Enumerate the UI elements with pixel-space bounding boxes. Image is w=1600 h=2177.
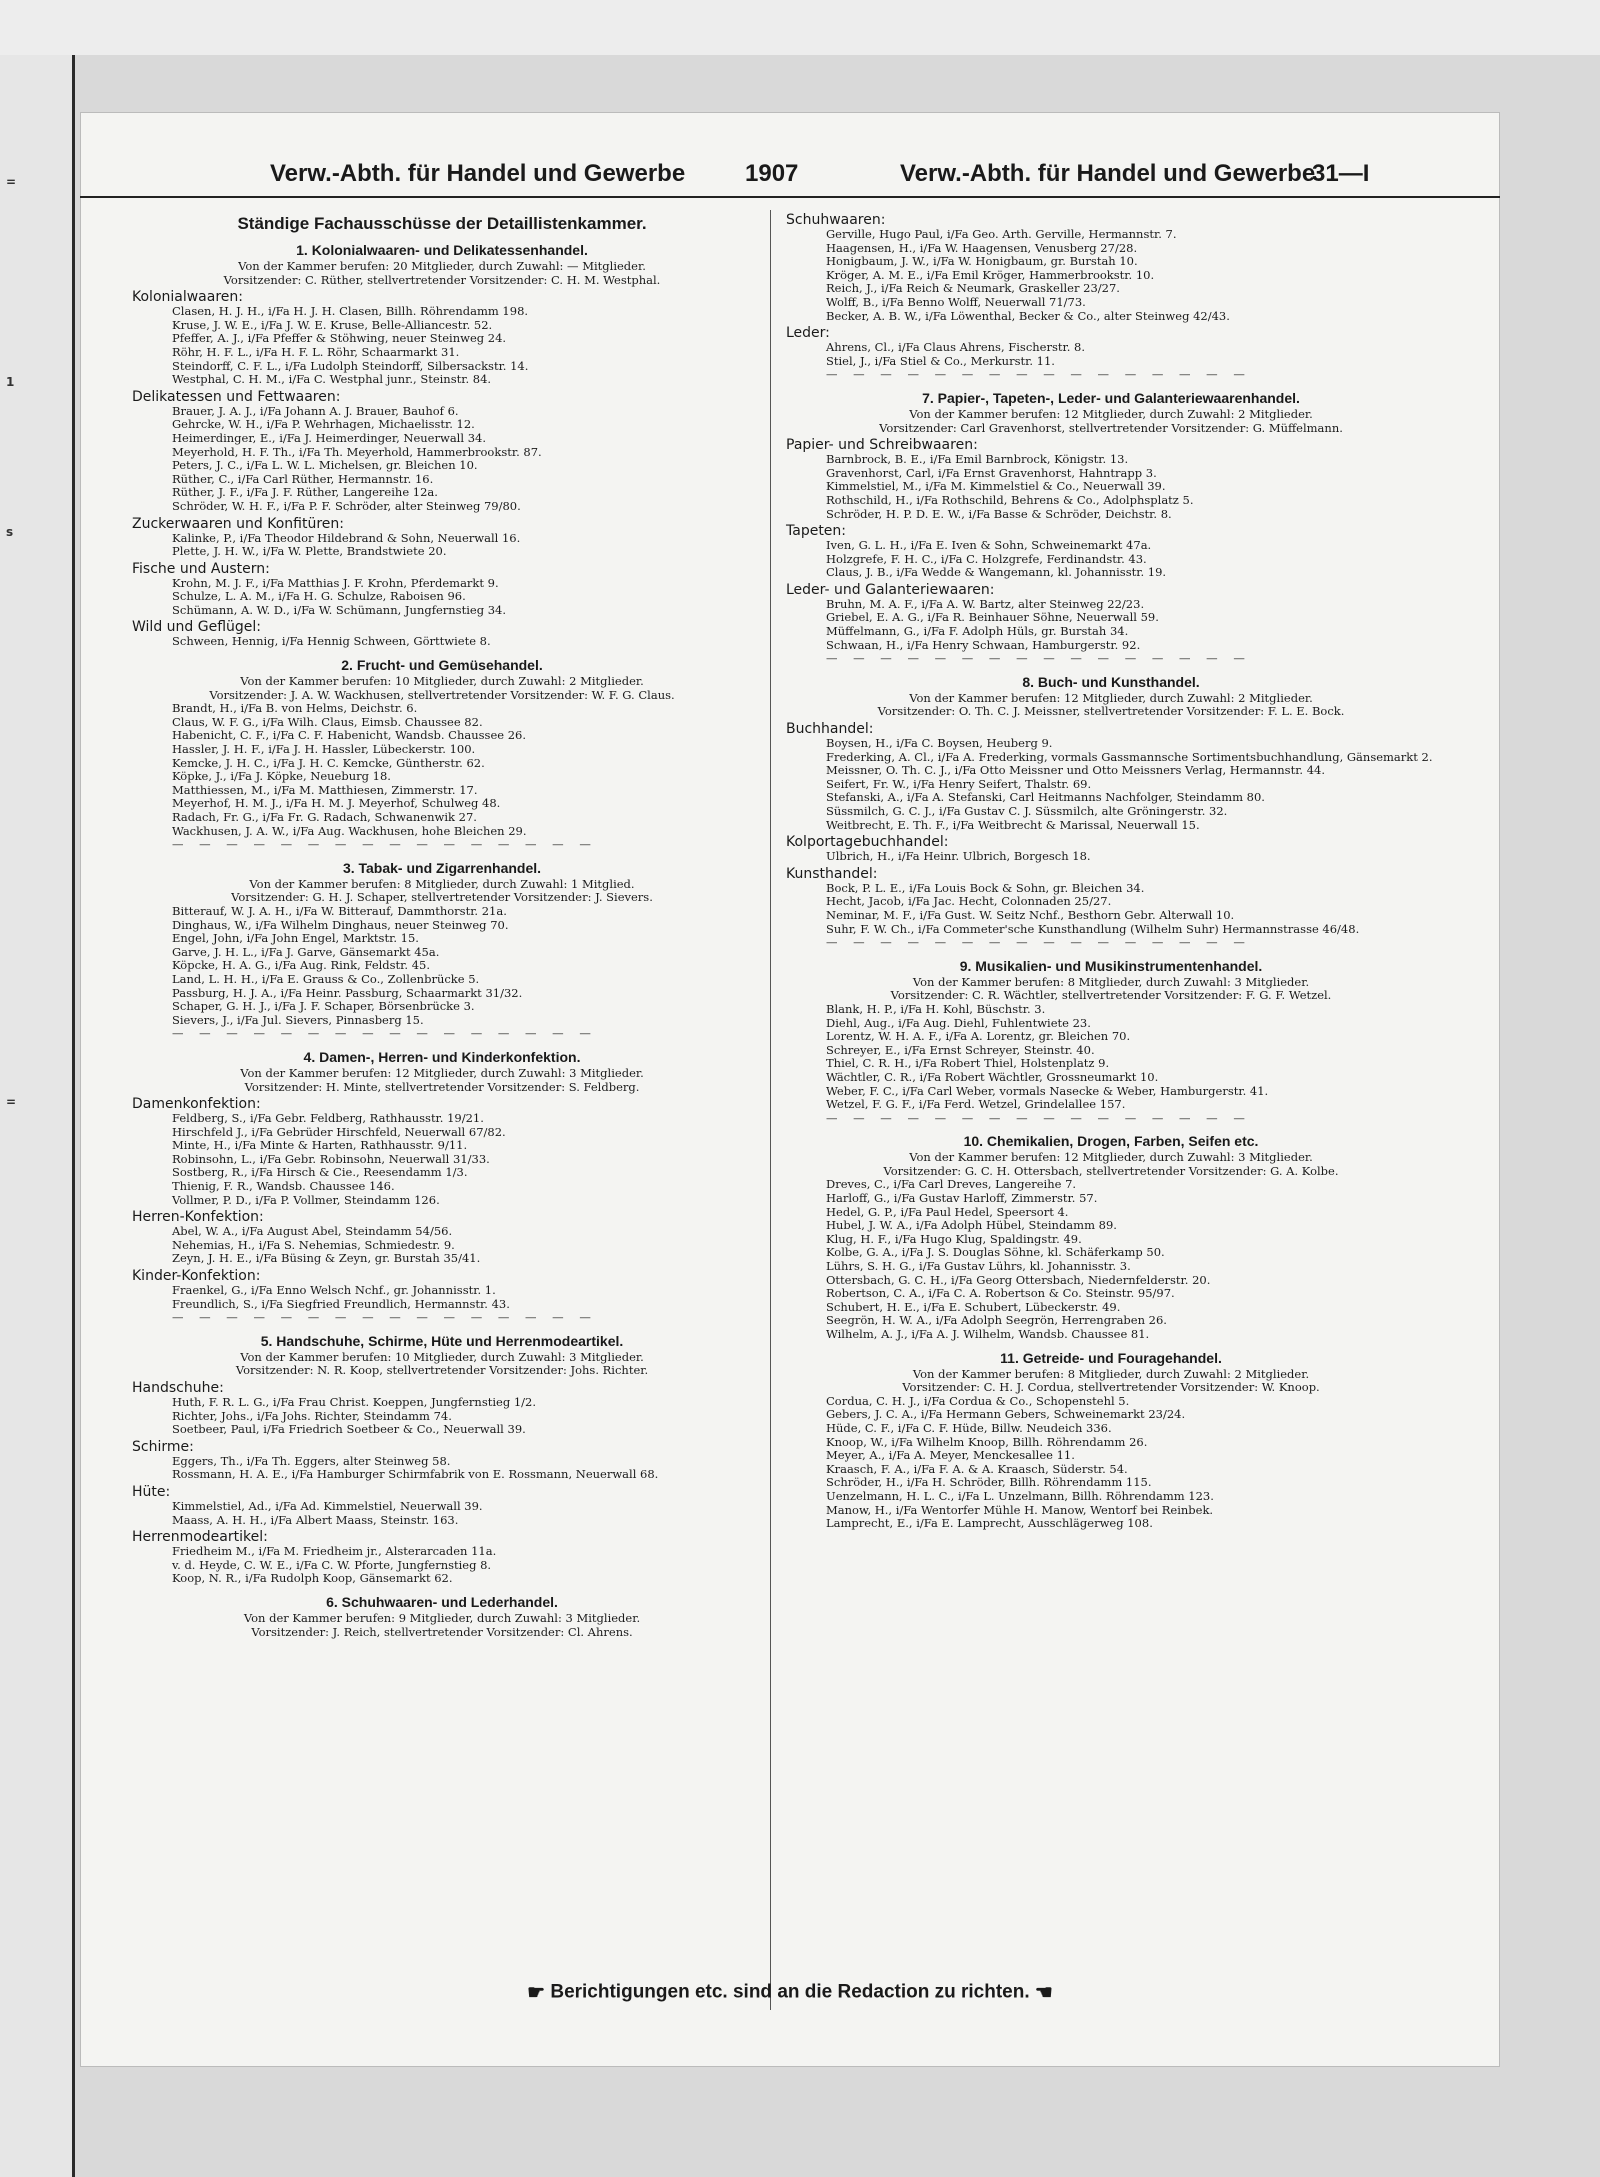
member-entry: Reich, J., i/Fa Reich & Neumark, Graskeller 23/27. (826, 282, 1120, 296)
member-entry: Wolff, B., i/Fa Benno Wolff, Neuerwall 71/73. (826, 295, 1086, 309)
group-heading: Kolonialwaaren: (132, 289, 243, 306)
member-entry: Iven, G. L. H., i/Fa E. Iven & Sohn, Schweinemarkt 47a. (826, 539, 1152, 553)
member-entry: Lamprecht, E., i/Fa E. Lamprecht, Ausschlägerweg 108. (826, 1517, 1153, 1531)
pointing-hand-icon: ☛ (527, 1982, 546, 2004)
member-entry: Gravenhorst, Carl, i/Fa Ernst Gravenhorst, Hahntrapp 3. (826, 466, 1157, 480)
member-entry: Müffelmann, G., i/Fa F. Adolph Hüls, gr. Burstah 34. (826, 625, 1129, 639)
member-entry: Weber, F. C., i/Fa Carl Weber, vormals Nasecke & Weber, Hamburgerstr. 41. (826, 1084, 1269, 1098)
page-title: Ständige Fachausschüsse der Detaillistenkammer. (237, 214, 647, 233)
member-entry: Meyerhof, H. M. J., i/Fa H. M. J. Meyerhof, Schulweg 48. (172, 797, 501, 811)
member-entry: Claus, J. B., i/Fa Wedde & Wangemann, kl. Johannisstr. 19. (826, 566, 1167, 580)
margin-mark: 1 (6, 375, 15, 389)
member-entry: Robertson, C. A., i/Fa C. A. Robertson & Co. Steinstr. 95/97. (826, 1287, 1175, 1301)
member-entry: Abel, W. A., i/Fa August Abel, Steindamm 54/56. (172, 1225, 453, 1239)
member-entry: Seegrön, H. W. A., i/Fa Adolph Seegrön, Herrengraben 26. (826, 1314, 1167, 1328)
scan-background (0, 0, 1600, 55)
group-heading: Kolportagebuchhandel: (786, 834, 949, 851)
member-entry: Meyerhold, H. F. Th., i/Fa Th. Meyerhold, Hammerbrookstr. 87. (172, 445, 542, 459)
margin-mark: s (6, 525, 14, 539)
margin-mark: = (6, 175, 17, 189)
member-entry: Diehl, Aug., i/Fa Aug. Diehl, Fuhlentwiete 23. (826, 1016, 1091, 1030)
member-entry: Friedheim M., i/Fa M. Friedheim jr., Alsterarcaden 11a. (172, 1545, 497, 1559)
group-heading: Wild und Geflügel: (132, 619, 261, 636)
section-info: Vorsitzender: H. Minte, stellvertretender Vorsitzender: S. Feldberg. (244, 1079, 640, 1094)
member-entry: Engel, John, i/Fa John Engel, Marktstr. 15. (172, 932, 419, 946)
section-info: Vorsitzender: O. Th. C. J. Meissner, stellvertretender Vorsitzender: F. L. E. Bock. (877, 704, 1345, 719)
section-info: Von der Kammer berufen: 8 Mitglieder, durch Zuwahl: 1 Mitglied. (249, 876, 635, 891)
group-heading: Delikatessen und Fettwaaren: (132, 388, 341, 405)
member-entry: Gerville, Hugo Paul, i/Fa Geo. Arth. Gerville, Hermannstr. 7. (826, 228, 1177, 241)
member-entry: Becker, A. B. W., i/Fa Löwenthal, Becker & Co., alter Steinweg 42/43. (826, 309, 1230, 323)
margin-mark: = (6, 1095, 17, 1109)
member-entry: Haagensen, H., i/Fa W. Haagensen, Venusberg 27/28. (826, 241, 1138, 255)
member-entry: Nehemias, H., i/Fa S. Nehemias, Schmiedestr. 9. (172, 1238, 455, 1252)
member-entry: Barnbrock, B. E., i/Fa Emil Barnbrock, Königstr. 13. (826, 453, 1129, 467)
member-entry: Eggers, Th., i/Fa Th. Eggers, alter Steinweg 58. (172, 1454, 451, 1468)
section-info: Von der Kammer berufen: 12 Mitglieder, durch Zuwahl: 3 Mitglieder. (909, 1150, 1313, 1165)
member-entry: Habenicht, C. F., i/Fa C. F. Habenicht, Wandsb. Chaussee 26. (172, 729, 526, 743)
footer-notice (80, 1980, 1500, 2005)
section-info: Vorsitzender: G. H. J. Schaper, stellvertretender Vorsitzender: J. Sievers. (231, 890, 653, 905)
member-entry: Wackhusen, J. A. W., i/Fa Aug. Wackhusen, hohe Bleichen 29. (172, 824, 527, 838)
group-heading: Schirme: (132, 1438, 194, 1455)
member-entry: Dinghaus, W., i/Fa Wilhelm Dinghaus, neuer Steinweg 70. (172, 918, 509, 932)
member-entry: Fraenkel, G., i/Fa Enno Welsch Nchf., gr. Johannisstr. 1. (172, 1284, 496, 1298)
section-info: Von der Kammer berufen: 8 Mitglieder, durch Zuwahl: 2 Mitglieder. (912, 1366, 1310, 1381)
member-entry: Maass, A. H. H., i/Fa Albert Maass, Steinstr. 163. (172, 1513, 459, 1527)
member-entry: Manow, H., i/Fa Wentorfer Mühle H. Manow, Wentorf bei Reinbek. (826, 1503, 1214, 1517)
member-entry: Neminar, M. F., i/Fa Gust. W. Seitz Nchf., Besthorn Gebr. Alterwall 10. (826, 908, 1235, 922)
member-entry: Schubert, H. E., i/Fa E. Schubert, Lübeckerstr. 49. (826, 1300, 1121, 1314)
member-entry: Kolbe, G. A., i/Fa J. S. Douglas Söhne, kl. Schäferkamp 50. (826, 1246, 1165, 1260)
section-title: 3. Tabak- und Zigarrenhandel. (342, 859, 542, 876)
member-entry: Ottersbach, G. C. H., i/Fa Georg Ottersbach, Niedernfelderstr. 20. (826, 1273, 1211, 1287)
group-heading: Herrenmodeartikel: (132, 1529, 268, 1546)
member-entry: Hüde, C. F., i/Fa C. F. Hüde, Billw. Neudeich 336. (826, 1421, 1112, 1435)
member-entry: Röhr, H. F. L., i/Fa H. F. L. Röhr, Schaarmarkt 31. (172, 345, 460, 359)
member-entry: Sostberg, R., i/Fa Hirsch & Cie., Reesendamm 1/3. (172, 1166, 468, 1180)
group-heading: Kunsthandel: (786, 865, 878, 882)
member-entry: Seifert, Fr. W., i/Fa Henry Seifert, Thalstr. 69. (826, 777, 1092, 791)
section-title: 8. Buch- und Kunsthandel. (1022, 673, 1200, 690)
group-heading: Damenkonfektion: (132, 1096, 261, 1113)
member-entry: Klug, H. F., i/Fa Hugo Klug, Spaldingstr. 49. (826, 1232, 1082, 1246)
member-entry: Zeyn, J. H. E., i/Fa Büsing & Zeyn, gr. Burstah 35/41. (172, 1252, 481, 1266)
member-entry: Sievers, J., i/Fa Jul. Sievers, Pinnasberg 15. (172, 1013, 424, 1027)
member-entry: Brauer, J. A. J., i/Fa Johann A. J. Brauer, Bauhof 6. (172, 404, 459, 418)
member-entry: Wetzel, F. G. F., i/Fa Ferd. Wetzel, Grindelallee 157. (826, 1098, 1126, 1112)
member-entry: Rothschild, H., i/Fa Rothschild, Behrens & Co., Adolphsplatz 5. (826, 493, 1194, 507)
member-entry: Holzgrefe, F. H. C., i/Fa C. Holzgrefe, Ferdinandstr. 43. (826, 552, 1147, 566)
member-entry: Krohn, M. J. F., i/Fa Matthias J. F. Krohn, Pferdemarkt 9. (172, 576, 499, 590)
member-entry: Huth, F. R. L. G., i/Fa Frau Christ. Koeppen, Jungfernstieg 1/2. (172, 1396, 537, 1409)
member-entry: Gehrcke, W. H., i/Fa P. Wehrhagen, Michaelisstr. 12. (172, 418, 475, 432)
document-page (80, 112, 1500, 2067)
section-info: Vorsitzender: Carl Gravenhorst, stellvertretender Vorsitzender: G. Müffelmann. (879, 420, 1343, 435)
group-heading: Zuckerwaaren und Konfitüren: (132, 515, 344, 532)
group-heading: Buchhandel: (786, 721, 874, 738)
separator-dashes: — — — — — — — — — — — — — — — — (172, 837, 597, 852)
member-entry: Wächtler, C. R., i/Fa Robert Wächtler, Grossneumarkt 10. (826, 1070, 1159, 1084)
member-entry: Steindorff, C. F. L., i/Fa Ludolph Steindorff, Silbersackstr. 14. (172, 359, 529, 373)
member-entry: Kröger, A. M. E., i/Fa Emil Kröger, Hammerbrookstr. 10. (826, 268, 1155, 282)
member-entry: Schröder, H., i/Fa H. Schröder, Billh. Röhrendamm 115. (826, 1476, 1152, 1490)
member-entry: Clasen, H. J. H., i/Fa H. J. H. Clasen, Billh. Röhrendamm 198. (172, 305, 529, 319)
member-entry: Hedel, G. P., i/Fa Paul Hedel, Speersort 4. (826, 1205, 1069, 1219)
group-heading: Tapeten: (786, 523, 847, 540)
section-info: Von der Kammer berufen: 20 Mitglieder, durch Zuwahl: — Mitglieder. (238, 259, 646, 273)
section-info: Von der Kammer berufen: 12 Mitglieder, durch Zuwahl: 2 Mitglieder. (909, 406, 1313, 421)
member-entry: Kimmelstiel, Ad., i/Fa Ad. Kimmelstiel, Neuerwall 39. (172, 1499, 483, 1513)
section-info: Vorsitzender: C. H. J. Cordua, stellvertretender Vorsitzender: W. Knoop. (902, 1380, 1320, 1395)
left-column (132, 210, 752, 1639)
member-entry: Boysen, H., i/Fa C. Boysen, Heuberg 9. (826, 737, 1053, 751)
column-divider (770, 210, 771, 2010)
member-entry: Hirschfeld J., i/Fa Gebrüder Hirschfeld, Neuerwall 67/82. (172, 1125, 506, 1139)
member-entry: Heimerdinger, E., i/Fa J. Heimerdinger, Neuerwall 34. (172, 431, 486, 445)
member-entry: Thiel, C. R. H., i/Fa Robert Thiel, Holstenplatz 9. (826, 1057, 1110, 1071)
group-heading: Schuhwaaren: (786, 212, 886, 228)
member-entry: Schröder, W. H. F., i/Fa P. F. Schröder, alter Steinweg 79/80. (172, 499, 521, 513)
member-entry: Thienig, F. R., Wandsb. Chaussee 146. (172, 1180, 395, 1194)
member-entry: Blank, H. P., i/Fa H. Kohl, Büschstr. 3. (826, 1002, 1046, 1016)
member-entry: Passburg, H. J. A., i/Fa Heinr. Passburg, Schaarmarkt 31/32. (172, 986, 523, 1000)
section-info: Vorsitzender: C. R. Wächtler, stellvertretender Vorsitzender: F. G. F. Wetzel. (890, 988, 1332, 1003)
member-entry: Dreves, C., i/Fa Carl Dreves, Langereihe 7. (826, 1178, 1077, 1192)
member-entry: Koop, N. R., i/Fa Rudolph Koop, Gänsemarkt 62. (172, 1572, 453, 1586)
member-entry: Kruse, J. W. E., i/Fa J. W. E. Kruse, Belle-Alliancestr. 52. (172, 318, 493, 332)
group-heading: Kinder-Konfektion: (132, 1268, 261, 1285)
separator-dashes: — — — — — — — — — — — — — — — — (826, 651, 1251, 666)
member-entry: Kimmelstiel, M., i/Fa M. Kimmelstiel & Co., Neuerwall 39. (826, 480, 1166, 494)
section-info: Vorsitzender: N. R. Koop, stellvertretender Vorsitzender: Johs. Richter. (235, 1363, 649, 1378)
section-info: Vorsitzender: C. Rüther, stellvertretender Vorsitzender: C. H. M. Westphal. (223, 272, 661, 287)
member-entry: Freundlich, S., i/Fa Siegfried Freundlich, Hermannstr. 43. (172, 1297, 510, 1311)
right-column (786, 210, 1436, 1531)
section-info: Vorsitzender: G. C. H. Ottersbach, stellvertretender Vorsitzender: G. A. Kolbe. (883, 1163, 1339, 1178)
section-info: Vorsitzender: J. Reich, stellvertretender Vorsitzender: Cl. Ahrens. (251, 1624, 633, 1639)
member-entry: Lorentz, W. H. A. F., i/Fa A. Lorentz, gr. Bleichen 70. (826, 1030, 1131, 1044)
pointing-hand-icon: ☚ (1034, 1982, 1053, 2004)
member-entry: Frederking, A. Cl., i/Fa A. Frederking, vormals Gassmannsche Sortimentsbuchhandlung, Gänsemarkt 2. (826, 750, 1433, 764)
member-entry: Kalinke, P., i/Fa Theodor Hildebrand & Sohn, Neuerwall 16. (172, 531, 521, 545)
separator-dashes: — — — — — — — — — — — — — — — — (172, 1026, 597, 1041)
member-entry: Westphal, C. H. M., i/Fa C. Westphal junr., Steinstr. 84. (172, 373, 492, 387)
separator-dashes: — — — — — — — — — — — — — — — — (172, 1310, 597, 1325)
section-title: 7. Papier-, Tapeten-, Leder- und Galanteriewaarenhandel. (922, 389, 1300, 406)
section-title: 11. Getreide- und Fouragehandel. (1000, 1349, 1222, 1366)
header-page-number: 31—I (1312, 160, 1370, 187)
member-entry: Schween, Hennig, i/Fa Hennig Schween, Görttwiete 8. (172, 635, 491, 649)
group-heading: Fische und Austern: (132, 560, 270, 577)
member-entry: Rossmann, H. A. E., i/Fa Hamburger Schirmfabrik von E. Rossmann, Neuerwall 68. (172, 1468, 659, 1482)
section-title: 5. Handschuhe, Schirme, Hüte und Herrenmodeartikel. (260, 1332, 624, 1349)
group-heading: Papier- und Schreibwaaren: (786, 437, 978, 454)
member-entry: Bock, P. L. E., i/Fa Louis Bock & Sohn, gr. Bleichen 34. (826, 881, 1145, 895)
section-title: 1. Kolonialwaaren- und Delikatessenhandel. (296, 242, 588, 258)
group-heading: Leder- und Galanteriewaaren: (786, 581, 995, 598)
member-entry: Stiel, J., i/Fa Stiel & Co., Merkurstr. 11. (826, 354, 1055, 368)
member-entry: Plette, J. H. W., i/Fa W. Plette, Brandstwiete 20. (172, 545, 447, 559)
member-entry: Rüther, J. F., i/Fa J. F. Rüther, Langereihe 12a. (172, 486, 438, 500)
group-heading: Leder: (786, 325, 830, 342)
section-info: Von der Kammer berufen: 10 Mitglieder, durch Zuwahl: 2 Mitglieder. (240, 674, 644, 689)
section-title: 6. Schuhwaaren- und Lederhandel. (326, 1593, 558, 1610)
section-info: Von der Kammer berufen: 12 Mitglieder, durch Zuwahl: 3 Mitglieder. (240, 1065, 644, 1080)
section-info: Von der Kammer berufen: 9 Mitglieder, durch Zuwahl: 3 Mitglieder. (243, 1610, 641, 1625)
member-entry: Kraasch, F. A., i/Fa F. A. & A. Kraasch, Süderstr. 54. (826, 1462, 1128, 1476)
member-entry: Ahrens, Cl., i/Fa Claus Ahrens, Fischerstr. 8. (826, 341, 1086, 355)
section-title: 9. Musikalien- und Musikinstrumentenhandel. (959, 957, 1263, 974)
member-entry: Weitbrecht, E. Th. F., i/Fa Weitbrecht & Marissal, Neuerwall 15. (826, 818, 1200, 832)
member-entry: Suhr, F. W. Ch., i/Fa Commeter'sche Kunsthandlung (Wilhelm Suhr) Hermannstrasse 46/48. (826, 922, 1360, 936)
member-entry: Hubel, J. W. A., i/Fa Adolph Hübel, Steindamm 89. (826, 1219, 1117, 1233)
member-entry: Ulbrich, H., i/Fa Heinr. Ulbrich, Borgesch 18. (826, 850, 1091, 864)
member-entry: Rüther, C., i/Fa Carl Rüther, Hermannstr. 16. (172, 472, 434, 486)
member-entry: v. d. Heyde, C. W. E., i/Fa C. W. Pforte, Jungfernstieg 8. (172, 1558, 492, 1572)
member-entry: Schröder, H. P. D. E. W., i/Fa Basse & Schröder, Deichstr. 8. (826, 507, 1172, 521)
member-entry: Richter, Johs., i/Fa Johs. Richter, Steindamm 74. (172, 1409, 452, 1423)
member-entry: Garve, J. H. L., i/Fa J. Garve, Gänsemarkt 45a. (172, 945, 440, 959)
group-heading: Herren-Konfektion: (132, 1209, 264, 1226)
member-entry: Griebel, E. A. G., i/Fa R. Beinhauer Söhne, Neuerwall 59. (826, 611, 1159, 625)
section-title: 10. Chemikalien, Drogen, Farben, Seifen etc. (963, 1133, 1259, 1150)
member-entry: Wilhelm, A. J., i/Fa A. J. Wilhelm, Wandsb. Chaussee 81. (826, 1328, 1150, 1341)
member-entry: Köpke, J., i/Fa J. Köpke, Neueburg 18. (172, 770, 391, 784)
member-entry: Hassler, J. H. F., i/Fa J. H. Hassler, Lübeckerstr. 100. (172, 743, 476, 757)
member-entry: Schümann, A. W. D., i/Fa W. Schümann, Jungfernstieg 34. (172, 603, 506, 617)
member-entry: Land, L. H. H., i/Fa E. Grauss & Co., Zollenbrücke 5. (172, 972, 480, 986)
member-entry: Harloff, G., i/Fa Gustav Harloff, Zimmerstr. 57. (826, 1192, 1098, 1206)
group-heading: Hüte: (132, 1483, 171, 1500)
section-info: Vorsitzender: J. A. W. Wackhusen, stellvertretender Vorsitzender: W. F. G. Claus. (209, 687, 675, 702)
member-entry: Cordua, C. H. J., i/Fa Cordua & Co., Schopenstehl 5. (826, 1394, 1130, 1408)
member-entry: Hecht, Jacob, i/Fa Jac. Hecht, Colonnaden 25/27. (826, 895, 1112, 909)
header-left: Verw.-Abth. für Handel und Gewerbe (270, 160, 686, 187)
section-info: Von der Kammer berufen: 10 Mitglieder, durch Zuwahl: 3 Mitglieder. (240, 1349, 644, 1364)
member-entry: Bitterauf, W. J. A. H., i/Fa W. Bitterauf, Dammthorstr. 21a. (172, 904, 507, 918)
separator-dashes: — — — — — — — — — — — — — — — — (826, 367, 1251, 382)
member-entry: Minte, H., i/Fa Minte & Harten, Rathhausstr. 9/11. (172, 1139, 468, 1153)
member-entry: Stefanski, A., i/Fa A. Stefanski, Carl Heitmanns Nachfolger, Steindamm 80. (826, 791, 1265, 805)
member-entry: Süssmilch, G. C. J., i/Fa Gustav C. J. Süssmilch, alte Gröningerstr. 32. (826, 805, 1228, 818)
section-info: Von der Kammer berufen: 8 Mitglieder, durch Zuwahl: 3 Mitglieder. (912, 974, 1310, 989)
page-header (80, 152, 1500, 198)
member-entry: Brandt, H., i/Fa B. von Helms, Deichstr. 6. (172, 702, 418, 716)
member-entry: Peters, J. C., i/Fa L. W. L. Michelsen, gr. Bleichen 10. (172, 459, 478, 473)
member-entry: Claus, W. F. G., i/Fa Wilh. Claus, Eimsb. Chaussee 82. (172, 715, 483, 729)
member-entry: Matthiessen, M., i/Fa M. Matthiesen, Zimmerstr. 17. (172, 783, 478, 797)
footer-text: Berichtigungen etc. sind an die Redaction zu richten. (550, 1981, 1030, 2003)
section-title: 2. Frucht- und Gemüsehandel. (341, 657, 543, 674)
member-entry: Meyer, A., i/Fa A. Meyer, Menckesallee 11. (826, 1449, 1075, 1463)
header-right: Verw.-Abth. für Handel und Gewerbe (900, 160, 1316, 187)
section-title: 4. Damen-, Herren- und Kinderkonfektion. (303, 1048, 581, 1065)
member-entry: Meissner, O. Th. C. J., i/Fa Otto Meissner und Otto Meissners Verlag, Hermannstr. 44. (826, 764, 1326, 778)
section-info: Von der Kammer berufen: 12 Mitglieder, durch Zuwahl: 2 Mitglieder. (909, 690, 1313, 705)
member-entry: Radach, Fr. G., i/Fa Fr. G. Radach, Schwanenwik 27. (172, 811, 477, 824)
group-heading: Handschuhe: (132, 1380, 224, 1396)
member-entry: Schulze, L. A. M., i/Fa H. G. Schulze, Raboisen 96. (172, 590, 466, 604)
separator-dashes: — — — — — — — — — — — — — — — — (826, 935, 1251, 950)
header-year: 1907 (745, 160, 799, 187)
member-entry: Uenzelmann, H. L. C., i/Fa L. Unzelmann, Billh. Röhrendamm 123. (826, 1489, 1214, 1503)
member-entry: Gebers, J. C. A., i/Fa Hermann Gebers, Schweinemarkt 23/24. (826, 1408, 1186, 1422)
member-entry: Pfeffer, A. J., i/Fa Pfeffer & Stöhwing, neuer Steinweg 24. (172, 332, 507, 346)
member-entry: Knoop, W., i/Fa Wilhelm Knoop, Billh. Röhrendamm 26. (826, 1435, 1148, 1449)
member-entry: Bruhn, M. A. F., i/Fa A. W. Bartz, alter Steinweg 22/23. (826, 597, 1145, 611)
member-entry: Schwaan, H., i/Fa Henry Schwaan, Hamburgerstr. 92. (826, 638, 1141, 652)
separator-dashes: — — — — — — — — — — — — — — — — (826, 1110, 1251, 1125)
member-entry: Lührs, S. H. G., i/Fa Gustav Lührs, kl. Johannisstr. 3. (826, 1260, 1131, 1274)
member-entry: Köpcke, H. A. G., i/Fa Aug. Rink, Feldstr. 45. (172, 959, 431, 973)
member-entry: Soetbeer, Paul, i/Fa Friedrich Soetbeer & Co., Neuerwall 39. (172, 1423, 526, 1437)
member-entry: Honigbaum, J. W., i/Fa W. Honigbaum, gr. Burstah 10. (826, 255, 1138, 269)
member-entry: Schreyer, E., i/Fa Ernst Schreyer, Steinstr. 40. (826, 1043, 1095, 1057)
member-entry: Vollmer, P. D., i/Fa P. Vollmer, Steindamm 126. (172, 1193, 440, 1207)
member-entry: Robinsohn, L., i/Fa Gebr. Robinsohn, Neuerwall 31/33. (172, 1152, 490, 1166)
member-entry: Schaper, G. H. J., i/Fa J. F. Schaper, Börsenbrücke 3. (172, 1000, 475, 1014)
member-entry: Feldberg, S., i/Fa Gebr. Feldberg, Rathhausstr. 19/21. (172, 1112, 484, 1126)
member-entry: Kemcke, J. H. C., i/Fa J. H. C. Kemcke, Güntherstr. 62. (172, 756, 485, 770)
adjacent-page-strip (0, 55, 75, 2177)
